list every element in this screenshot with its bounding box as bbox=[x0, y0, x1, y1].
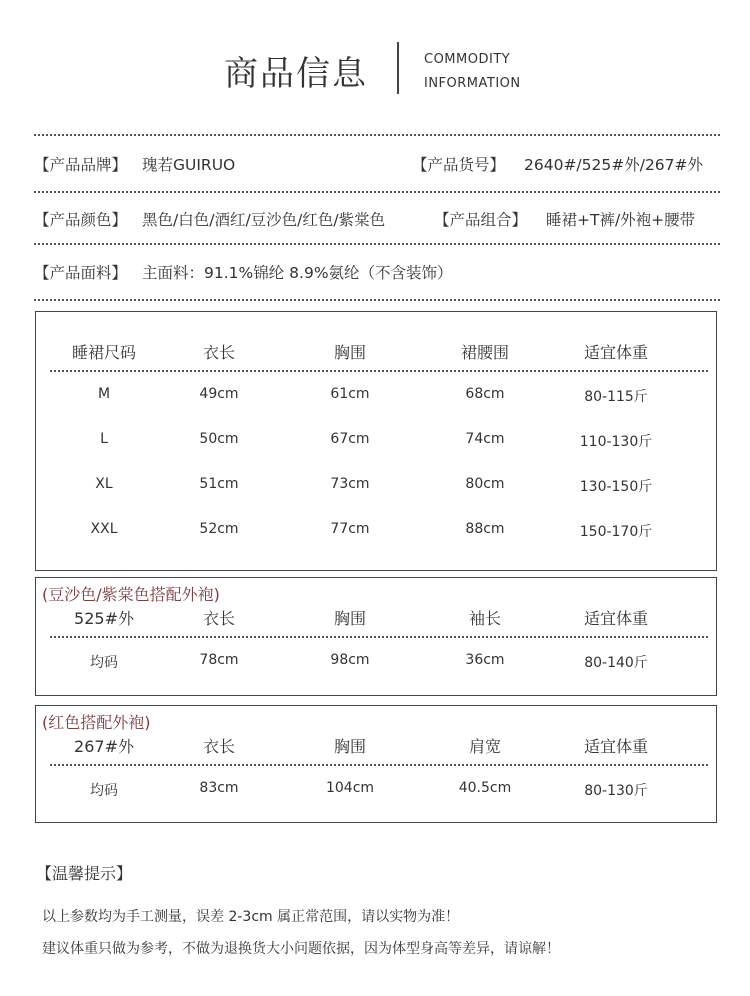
table-header: 适宜体重 bbox=[583, 343, 649, 362]
sku-value: 2640#/525#外/267#外 bbox=[524, 156, 704, 174]
table-cell: 67cm bbox=[330, 431, 370, 447]
table-header: 衣长 bbox=[202, 609, 236, 628]
divider bbox=[34, 299, 720, 301]
brand-value: 瑰若GUIRUO bbox=[142, 156, 236, 174]
table-header: 适宜体重 bbox=[583, 737, 649, 756]
table-cell: L bbox=[100, 431, 108, 447]
fabric-label: 【产品面料】 bbox=[34, 264, 128, 282]
table-cell: 51cm bbox=[199, 476, 239, 492]
tips-title: 【温馨提示】 bbox=[36, 864, 133, 883]
table-header: 肩宽 bbox=[468, 737, 502, 756]
table-header: 裙腰围 bbox=[460, 343, 510, 362]
table-note: (红色搭配外袍) bbox=[42, 713, 151, 732]
fabric-value: 主面料：91.1%锦纶 8.9%氨纶（不含装饰） bbox=[142, 264, 453, 282]
table-cell: 104cm bbox=[325, 780, 375, 796]
table-cell: 83cm bbox=[199, 780, 239, 796]
table-cell: 88cm bbox=[465, 521, 505, 537]
table-header: 适宜体重 bbox=[583, 609, 649, 628]
divider bbox=[34, 243, 720, 245]
brand-label: 【产品品牌】 bbox=[34, 156, 128, 174]
divider bbox=[34, 134, 720, 136]
table-cell: 80-115斤 bbox=[584, 389, 648, 405]
page-subtitle bbox=[424, 48, 521, 96]
table-cell: 80cm bbox=[465, 476, 505, 492]
divider bbox=[34, 191, 720, 193]
table-cell: 均码 bbox=[90, 783, 118, 799]
table-divider bbox=[50, 764, 708, 766]
table-header: 267#外 bbox=[74, 737, 134, 756]
info-row-fabric bbox=[34, 261, 720, 291]
table-divider bbox=[50, 370, 708, 372]
table-cell: M bbox=[97, 386, 111, 402]
table-header: 胸围 bbox=[333, 737, 367, 756]
combo-value: 睡裙+T裤/外袍+腰带 bbox=[546, 211, 696, 229]
table-cell: 49cm bbox=[199, 386, 239, 402]
table-cell: 61cm bbox=[330, 386, 370, 402]
color-label: 【产品颜色】 bbox=[34, 211, 128, 229]
subtitle-line-1: COMMODITY bbox=[424, 52, 511, 67]
size-table-nightdress bbox=[35, 311, 717, 571]
sku-label: 【产品货号】 bbox=[412, 156, 506, 174]
table-header: 睡裙尺码 bbox=[71, 343, 137, 362]
table-cell: 68cm bbox=[465, 386, 505, 402]
combo-label: 【产品组合】 bbox=[434, 211, 528, 229]
table-cell: 150-170斤 bbox=[579, 524, 653, 540]
page-title: 商品信息 bbox=[224, 54, 368, 94]
table-header: 525#外 bbox=[74, 609, 134, 628]
table-cell: 均码 bbox=[90, 655, 118, 671]
table-cell: 74cm bbox=[465, 431, 505, 447]
table-cell: 77cm bbox=[330, 521, 370, 537]
info-row-brand bbox=[34, 153, 720, 183]
table-cell: 73cm bbox=[330, 476, 370, 492]
title-divider bbox=[397, 42, 399, 94]
table-cell: 36cm bbox=[465, 652, 505, 668]
table-header: 胸围 bbox=[333, 609, 367, 628]
table-cell: 110-130斤 bbox=[579, 434, 653, 450]
table-cell: 130-150斤 bbox=[579, 479, 653, 495]
table-cell: XXL bbox=[90, 521, 118, 537]
table-cell: 40.5cm bbox=[458, 780, 512, 796]
color-value: 黑色/白色/酒红/豆沙色/红色/紫棠色 bbox=[142, 211, 386, 229]
size-table-robe-525 bbox=[35, 577, 717, 696]
table-cell: 52cm bbox=[199, 521, 239, 537]
table-note: (豆沙色/紫棠色搭配外袍) bbox=[42, 585, 220, 604]
table-header: 胸围 bbox=[333, 343, 367, 362]
table-header: 衣长 bbox=[202, 343, 236, 362]
table-cell: 78cm bbox=[199, 652, 239, 668]
table-header: 袖长 bbox=[468, 609, 502, 628]
tip-line-2: 建议体重只做为参考，不做为退换货大小问题依据，因为体型身高等差异，请谅解！ bbox=[42, 941, 560, 957]
table-cell: 80-130斤 bbox=[584, 783, 648, 799]
tip-line-1: 以上参数均为手工测量，误差 2-3cm 属正常范围，请以实物为准！ bbox=[42, 909, 460, 925]
size-table-robe-267 bbox=[35, 705, 717, 823]
subtitle-line-2: INFORMATION bbox=[424, 76, 521, 91]
table-divider bbox=[50, 636, 708, 638]
header bbox=[0, 40, 750, 100]
info-row-color bbox=[34, 208, 720, 238]
table-cell: 50cm bbox=[199, 431, 239, 447]
table-header: 衣长 bbox=[202, 737, 236, 756]
table-cell: 98cm bbox=[330, 652, 370, 668]
table-cell: XL bbox=[95, 476, 113, 492]
table-cell: 80-140斤 bbox=[584, 655, 648, 671]
